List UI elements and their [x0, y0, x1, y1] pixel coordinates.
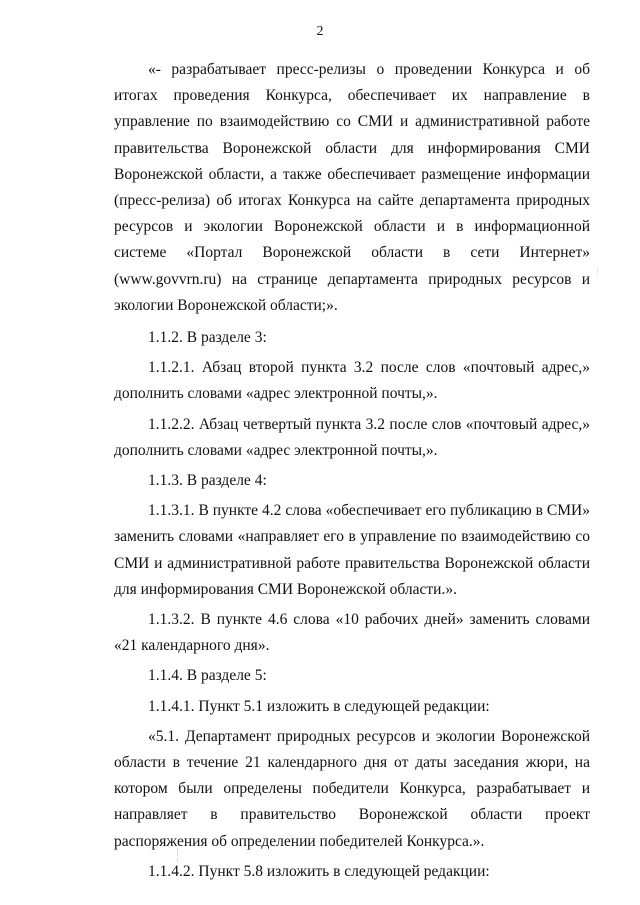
paragraph-section-4-heading: 1.1.3. В разделе 4: [148, 472, 267, 490]
paragraph-item-1-1-2-1: 1.1.2.1. Абзац второй пункта 3.2 после слов «почтовый адрес,» дополнить словами «адрес электронной почты,». [114, 359, 590, 403]
paragraph-item-1-1-3-1: 1.1.3.1. В пункте 4.2 слова «обеспечивает его публикацию в СМИ» заменить словами «направляет его в управление по взаимодействию со СМИ и административной работе правительства Воронежской области для информирования СМИ Воронежской области.». [114, 502, 590, 598]
paragraph-item-1-1-3-2: 1.1.3.2. В пункте 4.6 слова «10 рабочих дней» заменить словами «21 календарного дня». [114, 611, 590, 655]
paragraph-clause-5-1: «5.1. Департамент природных ресурсов и экологии Воронежской области в течение 21 календарного дня от даты заседания жюри, на котором были определены победители Конкурса, разрабатывает и направляет в правительство Воронежской области проект распоряжения об определении победителей Конкурса.». [114, 727, 590, 850]
paragraph-section-5-heading: 1.1.4. В разделе 5: [148, 667, 267, 685]
scan-artifact-mark [177, 848, 179, 862]
document-body [114, 57, 590, 885]
paragraph-item-1-1-2-2: 1.1.2.2. Абзац четвертый пункта 3.2 после слов «почтовый адрес,» дополнить словами «адрес электронной почты,». [114, 415, 590, 459]
paragraph-press-releases: «- разрабатывает пресс-релизы о проведении Конкурса и об итогах проведения Конкурса, обеспечивает их направление в управление по взаимодействию со СМИ и административной работе правительства Воронежской области для информирования СМИ Воронежской области, а также обеспечивает размещение информации (пресс-релиза) об итогах Конкурса на сайте департамента природных ресурсов и экологии Воронежской области и в информационной системе «Портал Воронежской области в сети Интернет» (www.govvrn.ru) на странице департамента природных ресурсов и экологии Воронежской области;». [114, 61, 590, 314]
page-number: 2 [316, 24, 324, 39]
scan-artifact-mark [597, 268, 599, 276]
paragraph-item-1-1-4-1: 1.1.4.1. Пункт 5.1 изложить в следующей редакции: [148, 697, 490, 715]
paragraph-section-3-heading: 1.1.2. В разделе 3: [148, 329, 267, 347]
paragraph-item-1-1-4-2: 1.1.4.2. Пункт 5.8 изложить в следующей редакции: [148, 862, 490, 880]
